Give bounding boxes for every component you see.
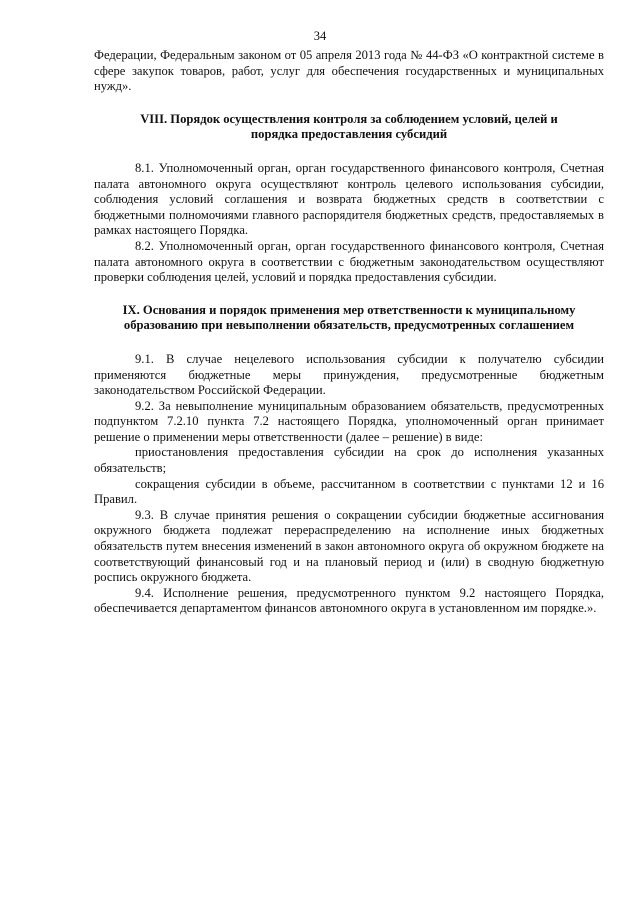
paragraph-9-1: 9.1. В случае нецелевого использования субсидии к получателю субсидии применяются бюджетные меры принуждения, предусмотренные бюджетным законодательством Российской Федерации. [94,351,604,398]
section-8-title: VIII. Порядок осуществления контроля за соблюдением условий, целей и порядка предоставления субсидий [140,111,558,142]
paragraph-9-2-suspend: приостановления предоставления субсидии на срок до исполнения указанных обязательств; [94,445,604,476]
document-body [94,48,604,617]
section-9-title: IX. Основания и порядок применения мер ответственности к муниципальному образованию при невыполнении обязательств, предусмотренных соглашением [122,302,576,333]
intro-paragraph: Федерации, Федеральным законом от 05 апреля 2013 года № 44-ФЗ «О контрактной системе в сфере закупок товаров, работ, услуг для обеспечения государственных и муниципальных нужд». [94,48,604,94]
paragraph-9-3: 9.3. В случае принятия решения о сокращении субсидии бюджетные ассигнования окружного бюджета подлежат перераспределению на исполнение иных бюджетных обязательств путем внесения изменений в закон автономного округа об окружном бюджете на соответствующий финансовый год и на плановый период и (или) в сводную бюджетную роспись окружного бюджета. [94,507,604,585]
paragraph-9-2: 9.2. За невыполнение муниципальным образованием обязательств, предусмотренных подпунктом 7.2.10 пункта 7.2 настоящего Порядка, уполномоченный орган принимает решение о применении меры ответственности (далее – решение) в виде: [94,398,604,444]
paragraph-8-1: 8.1. Уполномоченный орган, орган государственного финансового контроля, Счетная палата автономного округа осуществляют контроль целевого использования субсидии, соблюдения условий соглашения и возврата бюджетных средств в соответствии с бюджетными полномочиями главного распорядителя бюджетных средств, предоставляемых в рамках настоящего Порядка. [94,160,604,238]
paragraph-9-4: 9.4. Исполнение решения, предусмотренного пунктом 9.2 настоящего Порядка, обеспечивается департаментом финансов автономного округа в установленном им порядке.». [94,585,604,616]
paragraph-8-2: 8.2. Уполномоченный орган, орган государственного финансового контроля, Счетная палата автономного округа в соответствии с бюджетным законодательством осуществляют проверки соблюдения целей, условий и порядка предоставления субсидии. [94,238,604,285]
page-number: 34 [313,29,327,43]
paragraph-9-2-reduce: сокращения субсидии в объеме, рассчитанном в соответствии с пунктами 12 и 16 Правил. [94,476,604,507]
